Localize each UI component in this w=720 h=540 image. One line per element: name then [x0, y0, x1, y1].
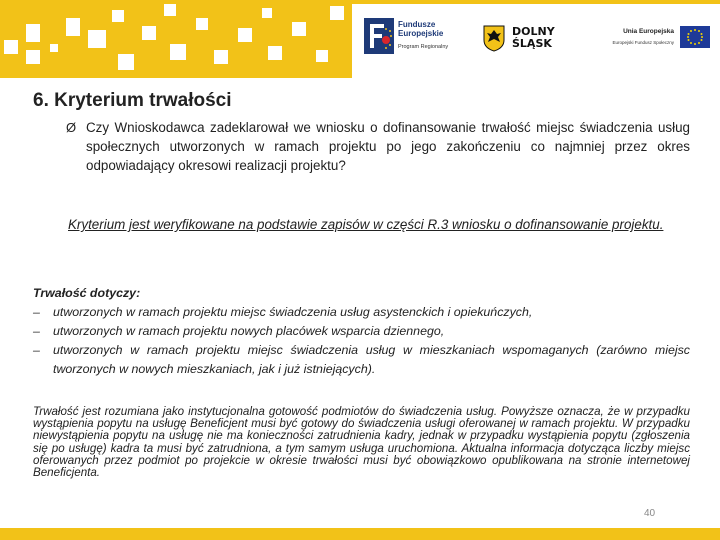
eu-funds-subtitle: Program Regionalny: [398, 44, 449, 50]
eu-funds-star-icon: [364, 18, 394, 54]
list-item: [33, 303, 690, 322]
dash-bullet: –: [33, 305, 40, 319]
decor-square: [112, 10, 124, 22]
list-item: [33, 322, 690, 341]
decor-square: [238, 28, 252, 42]
decor-square: [268, 46, 282, 60]
decor-square: [66, 18, 80, 36]
decor-square: [142, 26, 156, 40]
page-number: 40: [644, 508, 656, 519]
decor-square: [330, 6, 344, 20]
page-title: 6. Kryterium trwałości: [33, 90, 232, 111]
footer-band: [0, 528, 720, 540]
decor-square: [26, 24, 40, 42]
verification-note: Kryterium jest weryfikowane na podstawie zapisów w części R.3 wniosku o dofinansowanie projektu.: [68, 217, 664, 232]
applies-title: Trwałość dotyczy:: [33, 286, 141, 300]
question-text: Czy Wnioskodawca zadeklarował we wniosku o dofinansowanie trwałość miejsc świadczenia usług społecznych utworzonych w ramach projektu po jego zakończeniu co najmniej przez okres odpowiadający okresowi realizacji projektu?: [86, 120, 690, 173]
eu-flag-icon: [680, 26, 710, 48]
decor-square: [118, 54, 134, 70]
list-item-text: utworzonych w ramach projektu miejsc świadczenia usług w mieszkaniach wspomaganych (zarówno miejsc tworzonych w nowych mieszkaniach, jak i już istniejących).: [53, 343, 690, 376]
decor-square: [196, 18, 208, 30]
arrow-bullet-icon: Ø: [66, 120, 77, 135]
eu-funds-logo: [364, 18, 476, 64]
decor-square: [4, 40, 18, 54]
header-band: [0, 0, 720, 78]
decor-square: [88, 30, 106, 48]
decor-square: [262, 8, 272, 18]
decor-square: [50, 44, 58, 52]
eu-title: Unia Europejska: [623, 28, 674, 35]
decor-square: [214, 50, 228, 64]
decor-square: [316, 50, 328, 62]
eu-subtitle: Europejski Fundusz Społeczny: [612, 40, 674, 45]
lower-silesia-title: DOLNY ŚLĄSK: [512, 25, 555, 50]
durability-definition: Trwałość jest rozumiana jako instytucjonalna gotowość podmiotów do świadczenia usług. Powyższe oznacza, że w przypadku wystąpienia popytu na usługę Beneficjent musi być gotowy do świadczenia usługi oferowanej w ramach projektu. W przypadku niewystąpienia popytu na usługę nie ma konieczności zatrudnienia kadry, jednak w przypadku wystąpienia popytu (zgłoszenia się po usługę) kadra ta musi być zatrudniona, a tym samym usługa uruchomiona. Aktualna informacja dotycząca liczby miejsc oferowanych przez podmiot po projekcie w okresie trwałości musi być obowiązkowo opublikowana na stronie internetowej Beneficjenta.: [33, 405, 690, 480]
criterion-question: [68, 118, 690, 175]
logo-strip: [352, 4, 720, 78]
decor-square: [26, 50, 40, 64]
list-item: [33, 341, 690, 379]
applies-section: [33, 284, 690, 379]
eu-funds-title: Fundusze Europejskie: [398, 20, 444, 38]
lower-silesia-eagle-icon: [482, 24, 506, 52]
decor-square: [170, 44, 186, 60]
eu-logo: [592, 26, 712, 62]
dash-bullet: –: [33, 343, 40, 357]
decor-square: [164, 4, 176, 16]
lower-silesia-logo: [482, 24, 574, 60]
decor-square: [292, 22, 306, 36]
dash-bullet: –: [33, 324, 40, 338]
list-item-text: utworzonych w ramach projektu nowych placówek wsparcia dziennego,: [53, 324, 445, 338]
list-item-text: utworzonych w ramach projektu miejsc świadczenia usług asystenckich i opiekuńczych,: [53, 305, 533, 319]
